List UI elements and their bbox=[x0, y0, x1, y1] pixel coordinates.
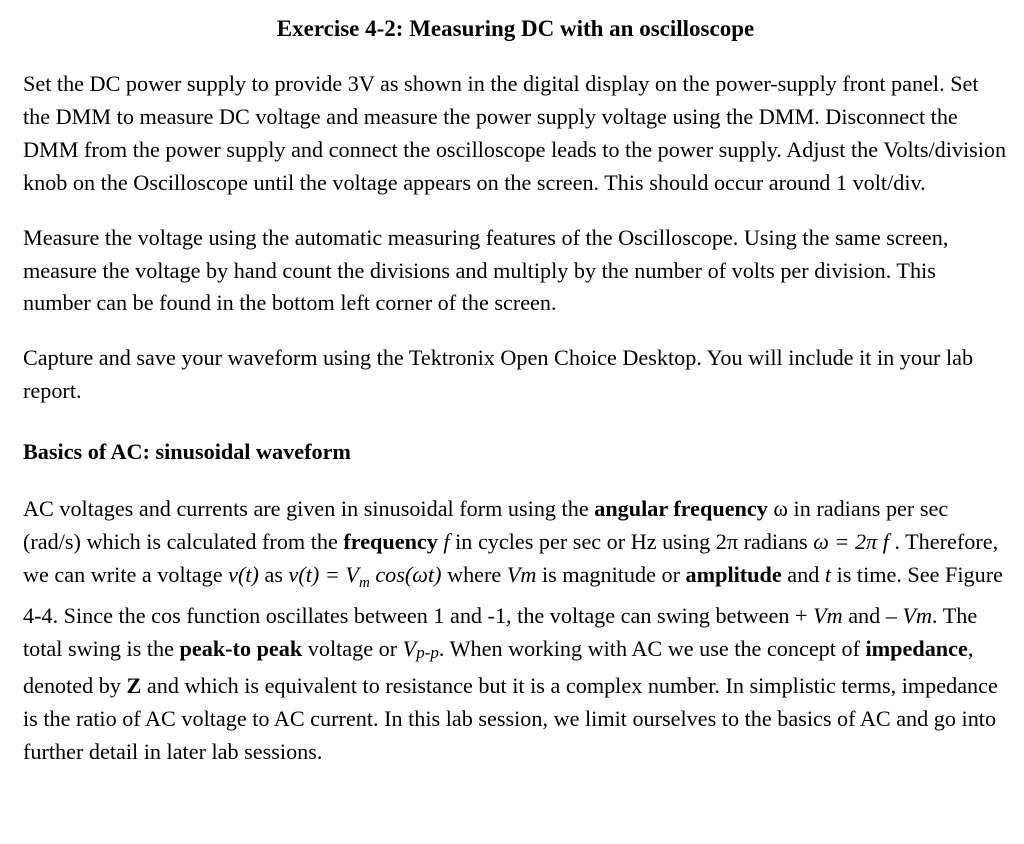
symbol-vm: Vm bbox=[506, 561, 537, 587]
text-run: is time. See Figure 4-4. Since the cos function oscillates between 1 and -1, the voltage can swing between + bbox=[23, 561, 1003, 628]
document-page bbox=[23, 12, 1008, 768]
text-run: is magnitude or bbox=[536, 561, 686, 587]
text-run: . The total swing is the bbox=[23, 602, 978, 661]
text-run: where bbox=[441, 561, 507, 587]
text-run: . When working with AC we use the concept of bbox=[438, 635, 866, 661]
equation-voltage-lhs: v(t) = V bbox=[288, 561, 359, 587]
symbol-vm: Vm bbox=[902, 602, 933, 628]
text-run: voltage or bbox=[302, 635, 403, 661]
paragraph-capture-waveform: Capture and save your waveform using the Tektronix Open Choice Desktop. You will include it in your lab report. bbox=[23, 345, 974, 404]
text-run: in cycles per sec or Hz using 2π radians bbox=[449, 529, 814, 555]
equation-voltage-subscript: m bbox=[358, 574, 370, 591]
term-amplitude: amplitude bbox=[685, 561, 782, 587]
text-run: AC voltages and currents are given in sinusoidal form using the bbox=[23, 496, 595, 522]
term-frequency: frequency bbox=[343, 529, 438, 555]
paragraph-ac-sinusoidal bbox=[23, 493, 1008, 768]
symbol-vpp bbox=[403, 636, 439, 661]
text-run: and which is equivalent to resistance but it is a complex number. In simplistic terms, impedance is the ratio of AC voltage to AC current. In this lab session, we limit ourselves to the basics of AC and go into further detail in later lab sessions. bbox=[23, 672, 998, 764]
paragraph-dc-setup: Set the DC power supply to provide 3V as shown in the digital display on the power-supply front panel. Set the DMM to measure DC voltage and measure the power supply voltage using the DMM. Disconnect the DMM from the power supply and connect the oscilloscope leads to the power supply. Adjust the Volts/division knob on the Oscilloscope until the voltage appears on the screen. This should occur around 1 volt/div. bbox=[23, 71, 1007, 195]
text-run: . Therefore, we can write a voltage bbox=[23, 529, 999, 587]
section-heading-ac-basics: Basics of AC: sinusoidal waveform bbox=[23, 439, 351, 465]
symbol-t: t bbox=[824, 561, 832, 587]
text-run: , denoted by bbox=[23, 635, 974, 698]
equation-omega: ω = 2π f bbox=[813, 529, 889, 555]
symbol-vpp-base: V bbox=[402, 635, 417, 661]
text-run: and – bbox=[842, 602, 903, 628]
symbol-z: Z bbox=[126, 672, 142, 698]
text-run: and bbox=[781, 561, 825, 587]
exercise-title: Exercise 4-2: Measuring DC with an oscilloscope bbox=[276, 16, 755, 41]
term-peak-to-peak: peak-to peak bbox=[179, 635, 303, 661]
text-run: as bbox=[258, 561, 289, 587]
paragraph-measure-voltage: Measure the voltage using the automatic measuring features of the Oscilloscope. Using the same screen, measure the voltage by hand count the divisions and multiply by the number of volts per division. This number can be found in the bottom left corner of the screen. bbox=[23, 224, 949, 316]
symbol-vt: v(t) bbox=[228, 561, 259, 587]
text-run: ω in radians per sec (rad/s) which is calculated from the bbox=[23, 496, 949, 555]
equation-voltage bbox=[288, 561, 442, 591]
symbol-vpp-subscript: p-p bbox=[416, 642, 439, 662]
equation-voltage-rhs: cos(ωt) bbox=[369, 561, 442, 587]
symbol-vm: Vm bbox=[813, 602, 843, 628]
symbol-f: f bbox=[443, 529, 450, 555]
term-impedance: impedance bbox=[865, 635, 968, 661]
term-angular-frequency: angular frequency bbox=[594, 496, 768, 522]
